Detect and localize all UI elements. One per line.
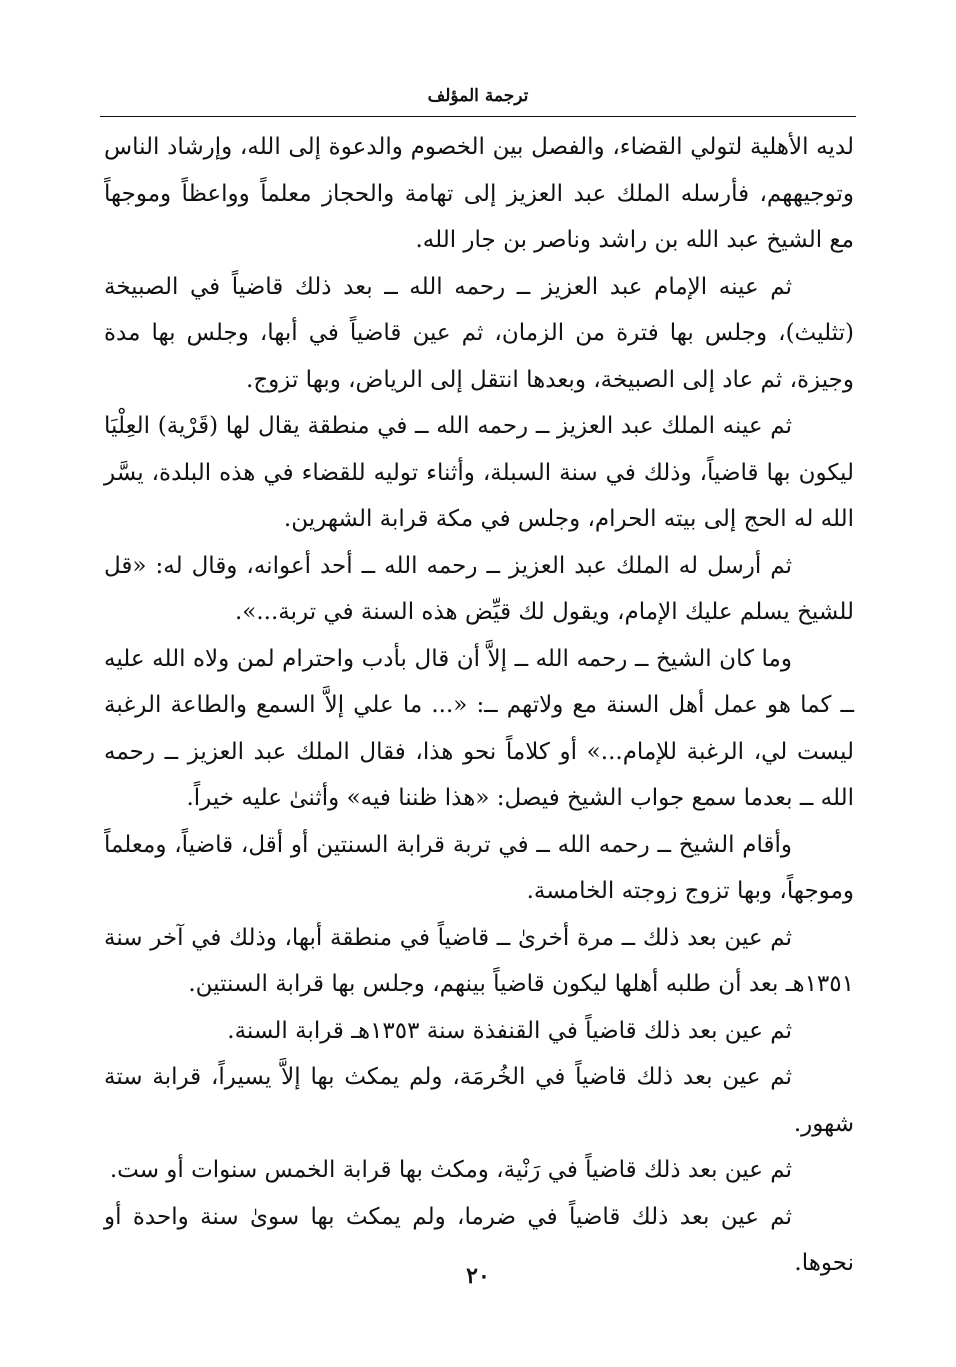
page-number: ٢٠ [466,1263,490,1289]
paragraph: ثم عينه الإمام عبد العزيز ــ رحمه الله ــ بعد ذلك قاضياً في الصبيخة (تثليث)، وجلس بها فترة من الزمان، ثم عين قاضياً في أبها، وجلس بها مدة وجيزة، ثم عاد إلى الصبيخة، وبعدها انتقل إلى الرياض، وبها تزوج. [104,273,854,393]
paragraph: ثم أرسل له الملك عبد العزيز ــ رحمه الله ــ أحد أعوانه، وقال له: «قل للشيخ يسلم عليك الإمام، ويقول لك قيِّض هذه السنة في تربة...». [104,552,854,625]
paragraph: ثم عين بعد ذلك قاضياً في الخُرمَة، ولم يمكث بها إلاَّ يسيراً، قرابة ستة شهور. [104,1064,854,1137]
paragraph: وأقام الشيخ ــ رحمه الله ــ في تربة قرابة السنتين أو أقل، قاضياً، ومعلماً وموجهاً، وبها تزوج زوجته الخامسة. [104,831,854,904]
header-divider [100,116,856,117]
paragraph: لديه الأهلية لتولي القضاء، والفصل بين الخصوم والدعوة إلى الله، وإرشاد الناس وتوجيههم، فأرسله الملك عبد العزيز إلى تهامة والحجاز معلماً وواعظاً وموجهاً مع الشيخ عبد الله بن راشد وناصر بن جار الله. [104,134,854,253]
running-header-title: ترجمة المؤلف [427,86,529,106]
paragraph: ثم عينه الملك عبد العزيز ــ رحمه الله ــ في منطقة يقال لها (قَرْية) العِلْيَا ليكون بها قاضياً، وذلك في سنة السبلة، وأثناء توليه للقضاء في هذه البلدة، يسَّر الله له الحج إلى بيته الحرام، وجلس في مكة قرابة الشهرين. [104,413,854,532]
paragraph: ثم عين بعد ذلك قاضياً في رَنْية، ومكث بها قرابة الخمس سنوات أو ست. [109,1157,792,1183]
body-text [104,124,854,1287]
paragraph: وما كان الشيخ ــ رحمه الله ــ إلاَّ أن قال بأدب واحترام لمن ولاه الله عليه ــ كما هو عمل أهل السنة مع ولاتهم ــ: «... ما علي إلاَّ السمع والطاعة الرغبة ليست لي، الرغبة للإمام...» أو كلاماً نحو هذا، فقال الملك عبد العزيز ــ رحمه الله ــ بعدما سمع جواب الشيخ فيصل: «هذا ظننا فيه» وأثنىٰ عليه خيراً. [104,645,854,811]
paragraph: ثم عين بعد ذلك قاضياً في ضرما، ولم يمكث بها سوىٰ سنة واحدة أو نحوها. [104,1203,854,1276]
paragraph: ثم عين بعد ذلك ــ مرة أخرىٰ ــ قاضياً في منطقة أبها، وذلك في آخر سنة ١٣٥١هـ بعد أن طلبه أهلها ليكون قاضياً بينهم، وجلس بها قرابة السنتين. [104,924,854,997]
paragraph: ثم عين بعد ذلك قاضياً في القنفذة سنة ١٣٥٣هـ قرابة السنة. [227,1017,792,1044]
